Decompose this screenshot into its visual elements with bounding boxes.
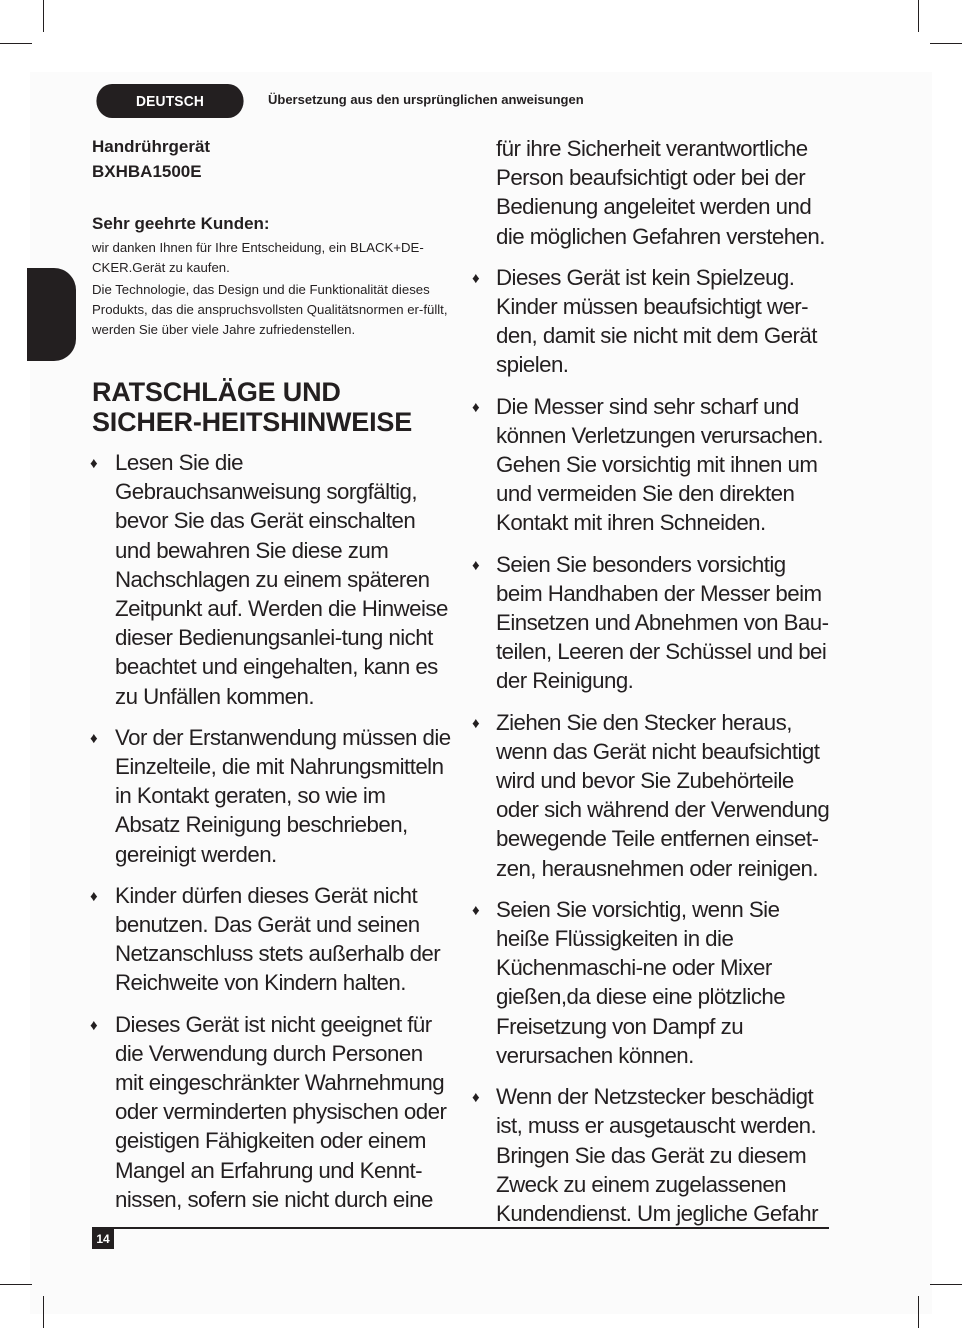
footer-rule xyxy=(92,1227,829,1229)
diamond-bullet-icon: ♦ xyxy=(90,729,98,747)
safety-item-text: Wenn der Netzstecker beschädigt ist, muss er ausgetauscht werden. Bringen Sie das Gerät zu diesem Zweck zu einem zugelassenen Kundendienst. Um jegliche Gefahr xyxy=(496,1084,819,1226)
crop-mark xyxy=(918,0,919,32)
diamond-bullet-icon: ♦ xyxy=(472,556,480,574)
safety-item xyxy=(92,1010,452,1214)
safety-item xyxy=(474,263,836,380)
safety-item-text: Seien Sie vorsichtig, wenn Sie heiße Flüssigkeiten in die Küchenmaschi-ne oder Mixer gießen,da diese eine plötzliche Freisetzung von Dampf zu verursachen können. xyxy=(496,896,786,1068)
safety-item xyxy=(474,392,836,538)
diamond-bullet-icon: ♦ xyxy=(90,1016,98,1034)
crop-mark xyxy=(0,1284,32,1285)
safety-heading: RATSCHLÄGE UND SICHER-HEITSHINWEISE xyxy=(92,377,413,437)
safety-item-text: Ziehen Sie den Stecker heraus, wenn das Gerät nicht beaufsichtigt wird und bevor Sie Zubehörteile oder sich während der Verwendung bewegende Teile entfernen einset-zen, herausnehmen oder reinigen. xyxy=(496,709,830,881)
crop-mark xyxy=(43,0,44,32)
left-column xyxy=(92,134,452,1226)
translation-note: Übersetzung aus den ursprünglichen anweisungen xyxy=(268,92,584,107)
crop-mark xyxy=(43,1296,44,1328)
product-model: BXHBA1500E xyxy=(92,162,202,181)
safety-item-text: Seien Sie besonders vorsichtig beim Handhaben der Messer beim Einsetzen und Abnehmen von Bau-teilen, Leeren der Schüssel und bei der Reinigung. xyxy=(496,551,829,694)
safety-item xyxy=(92,881,452,998)
diamond-bullet-icon: ♦ xyxy=(90,887,98,905)
safety-item-text: Dieses Gerät ist kein Spielzeug. Kinder müssen beaufsichtigt wer-den, damit sie nicht mit dem Gerät spielen. xyxy=(496,264,817,378)
safety-item-text: Vor der Erstanwendung müssen die Einzelteile, die mit Nahrungsmitteln in Kontakt geraten, so wie im Absatz Reinigung beschrieben, gereinigt werden. xyxy=(115,724,451,867)
greeting-paragraph: wir danken Ihnen für Ihre Entscheidung, ein BLACK+DE-CKER.Gerät zu kaufen. xyxy=(92,240,424,275)
diamond-bullet-icon: ♦ xyxy=(90,455,98,472)
product-name: Handrührgerät xyxy=(92,137,211,156)
language-label: DEUTSCH xyxy=(96,84,243,118)
crop-mark xyxy=(918,1296,919,1328)
safety-item xyxy=(92,723,452,869)
diamond-bullet-icon: ♦ xyxy=(472,398,480,416)
safety-item-text: Lesen Sie die Gebrauchsanweisung sorgfältig, bevor Sie das Gerät einschalten und bewahren Sie diese zum Nachschlagen zu einem späteren Zeitpunkt auf. Werden die Hinweise dieser Bedienungsanlei-tung nicht beachtet und eingehalten, kann es zu Unfällen kommen. xyxy=(115,450,448,709)
page-number: 14 xyxy=(92,1229,114,1249)
safety-item xyxy=(474,550,836,696)
safety-item xyxy=(92,448,452,711)
safety-item xyxy=(474,895,836,1070)
crop-mark xyxy=(930,1284,962,1285)
safety-list-right xyxy=(474,263,836,1228)
diamond-bullet-icon: ♦ xyxy=(472,901,480,919)
safety-item-text: Die Messer sind sehr scharf und können Verletzungen verursachen. Gehen Sie vorsichtig mit ihnen um und vermeiden Sie den direkten Kontakt mit ihren Schneiden. xyxy=(496,393,824,536)
safety-item-text: Dieses Gerät ist nicht geeignet für die Verwendung durch Personen mit eingeschränkter Wahrnehmung oder verminderten physischen oder geistigen Fähigkeiten oder einem Mangel an Erfahrung und Kennt-nissen, sofern sie nicht durch eine xyxy=(115,1011,447,1212)
crop-mark xyxy=(930,43,962,44)
diamond-bullet-icon: ♦ xyxy=(472,714,480,732)
side-tab-marker xyxy=(27,268,76,361)
safety-item xyxy=(474,1082,836,1228)
safety-item xyxy=(474,708,836,883)
crop-mark xyxy=(0,43,32,44)
right-column xyxy=(474,134,836,1240)
safety-list-left xyxy=(92,448,452,1214)
greeting-title: Sehr geehrte Kunden: xyxy=(92,214,270,233)
greeting-paragraph: Die Technologie, das Design und die Funktionalität dieses Produkts, das die anspruchsvollsten Qualitätsnormen er-füllt, werden Sie über viele Jahre zufriedenstellen. xyxy=(92,282,448,337)
diamond-bullet-icon: ♦ xyxy=(472,269,480,287)
continued-paragraph: für ihre Sicherheit verantwortliche Person beaufsichtigt oder bei der Bedienung angeleitet werden und die möglichen Gefahren verstehen. xyxy=(496,136,825,249)
safety-item-text: Kinder dürfen dieses Gerät nicht benutzen. Das Gerät und seinen Netzanschluss stets außerhalb der Reichweite von Kindern halten. xyxy=(115,882,441,996)
diamond-bullet-icon: ♦ xyxy=(472,1089,480,1107)
